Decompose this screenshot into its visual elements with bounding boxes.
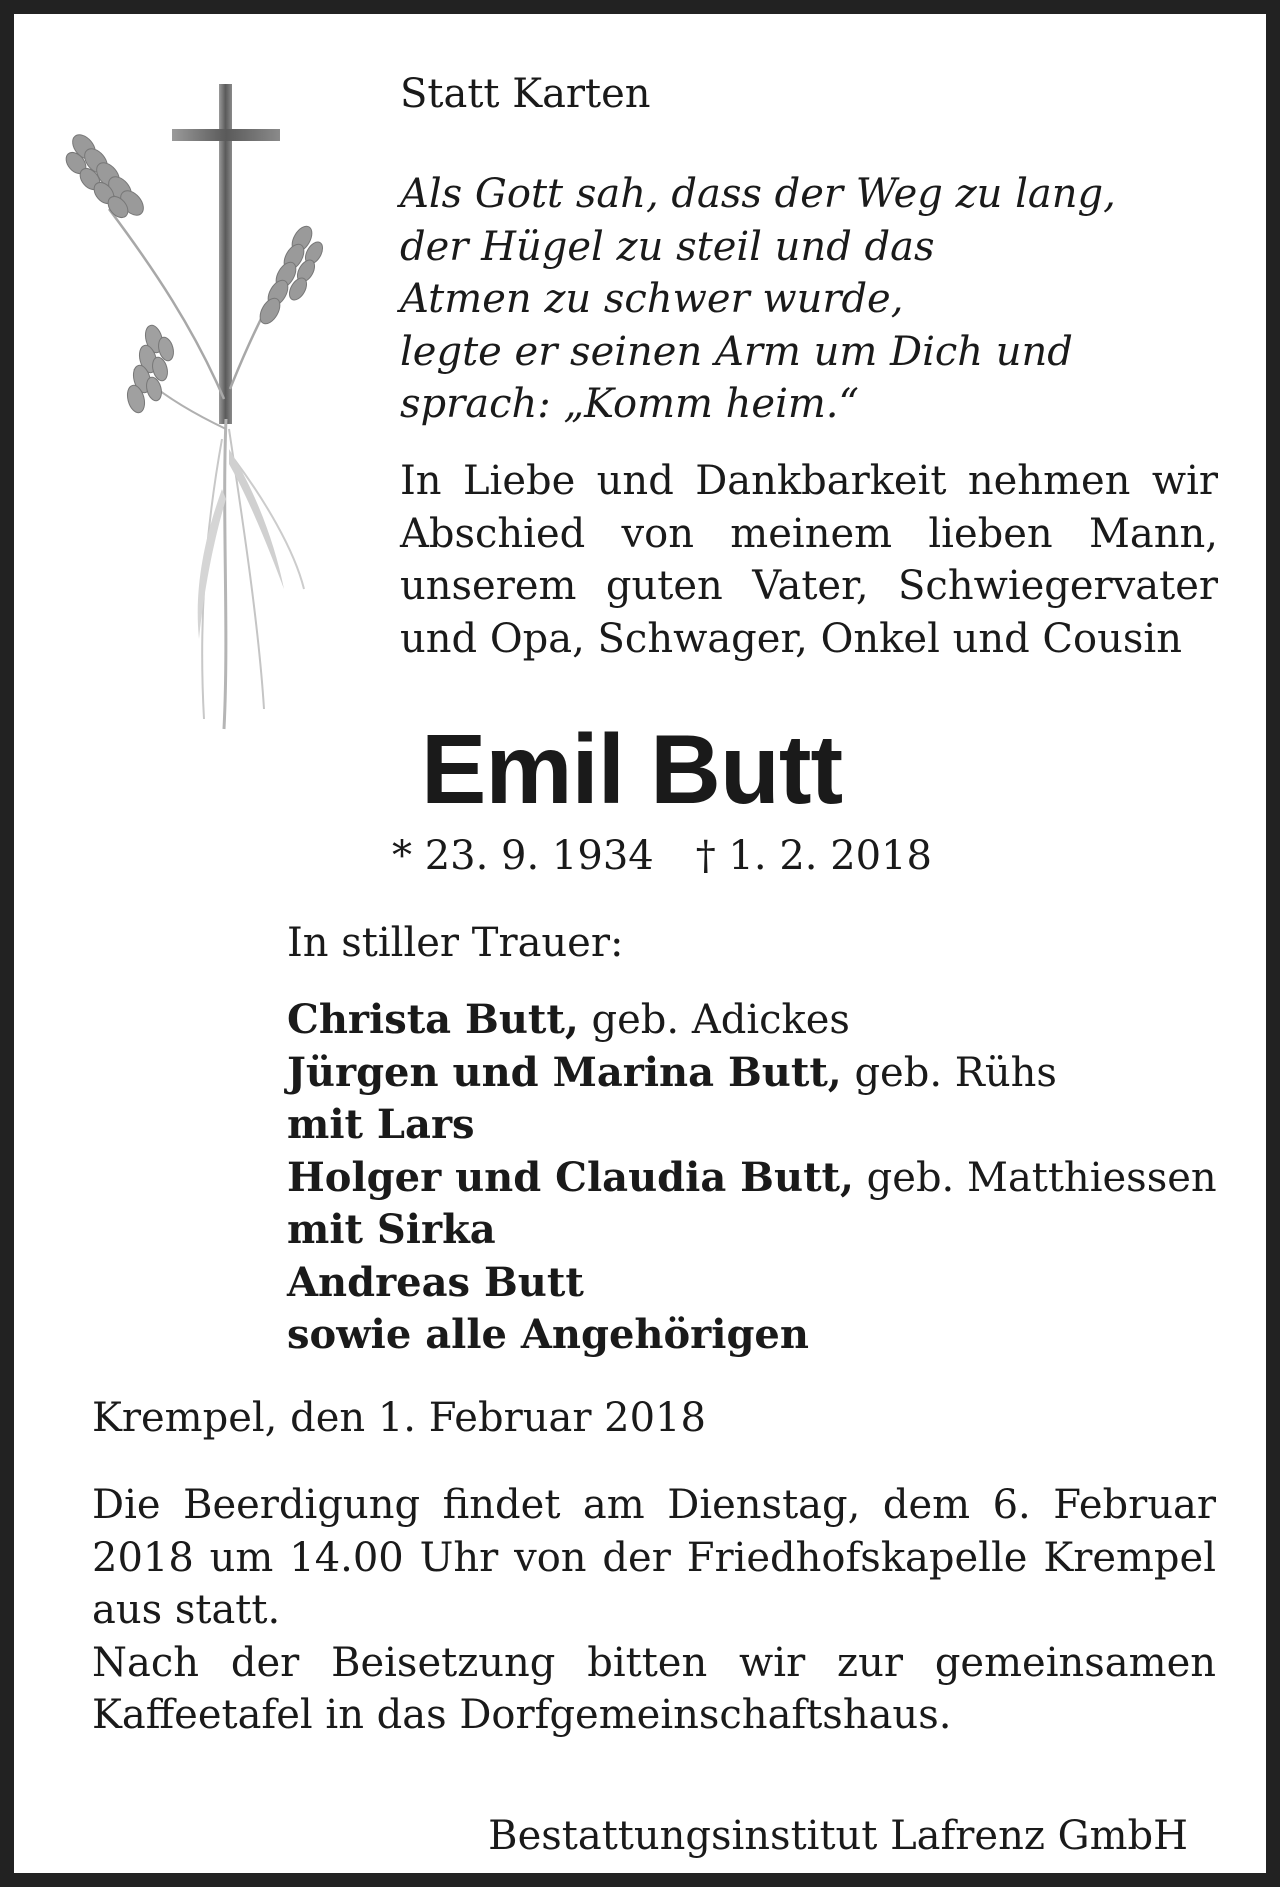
- poem-line: Atmen zu schwer wurde,: [400, 276, 904, 322]
- list-item: [287, 1047, 1217, 1100]
- burial-line: 2018 um 14.00 Uhr von der Friedhofskapelle Krempel: [92, 1534, 1216, 1581]
- burial-line: Kaffeetafel in das Dorfgemeinschaftshaus.: [92, 1692, 952, 1738]
- undertaker-signature: Bestattungsinstitut Lafrenz GmbH: [488, 1813, 1188, 1859]
- list-item: [287, 1099, 1217, 1152]
- life-dates: [392, 830, 932, 882]
- mourner-maiden-name: geb. Matthiessen: [853, 1154, 1217, 1201]
- deceased-name: Emil Butt: [421, 714, 843, 824]
- death-date: † 1. 2. 2018: [695, 833, 932, 879]
- mourner-name: sowie alle Angehörigen: [287, 1311, 809, 1358]
- mourner-name: mit Sirka: [287, 1206, 496, 1253]
- mourner-name: Jürgen und Marina Butt,: [287, 1048, 842, 1096]
- mourner-name: Andreas Butt: [287, 1258, 584, 1306]
- intro-line: und Opa, Schwager, Onkel und Cousin: [400, 615, 1182, 662]
- intro-line: In Liebe und Dankbarkeit nehmen wir: [400, 458, 1218, 504]
- intro-text: [400, 455, 1218, 665]
- burial-line: Nach der Beisetzung bitten wir zur gemeinsamen: [92, 1639, 1216, 1686]
- mourner-name: Christa Butt,: [287, 996, 579, 1043]
- intro-line: Abschied von meinem lieben Mann,: [400, 510, 1218, 557]
- poem: [400, 168, 1116, 431]
- mourner-maiden-name: geb. Rühs: [841, 1049, 1057, 1096]
- list-item: [287, 994, 1217, 1047]
- mourner-name: Holger und Claudia Butt,: [287, 1153, 854, 1201]
- list-item: [287, 1257, 1217, 1310]
- poem-line: Als Gott sah, dass der Weg zu lang,: [400, 171, 1116, 217]
- mourners-heading: In stiller Trauer:: [287, 920, 624, 966]
- mourners-list: [287, 994, 1217, 1362]
- mourner-maiden-name: geb. Adickes: [578, 997, 850, 1043]
- burial-info: [92, 1479, 1216, 1742]
- statt-karten: Statt Karten: [400, 71, 651, 117]
- cross-with-wheat-icon: [54, 69, 344, 734]
- place-date: Krempel, den 1. Februar 2018: [92, 1395, 706, 1441]
- intro-line: unserem guten Vater, Schwiegervater: [400, 563, 1218, 609]
- burial-line: Die Beerdigung findet am Dienstag, dem 6. Februar: [92, 1482, 1216, 1528]
- poem-line: legte er seinen Arm um Dich und: [400, 328, 1073, 375]
- poem-line: sprach: „Komm heim.“: [400, 381, 859, 427]
- birth-date: * 23. 9. 1934: [392, 833, 654, 879]
- poem-line: der Hügel zu steil und das: [400, 223, 935, 270]
- mourner-name: mit Lars: [287, 1101, 475, 1148]
- burial-line: aus statt.: [92, 1587, 281, 1633]
- list-item: [287, 1309, 1217, 1362]
- list-item: [287, 1152, 1217, 1205]
- list-item: [287, 1204, 1217, 1257]
